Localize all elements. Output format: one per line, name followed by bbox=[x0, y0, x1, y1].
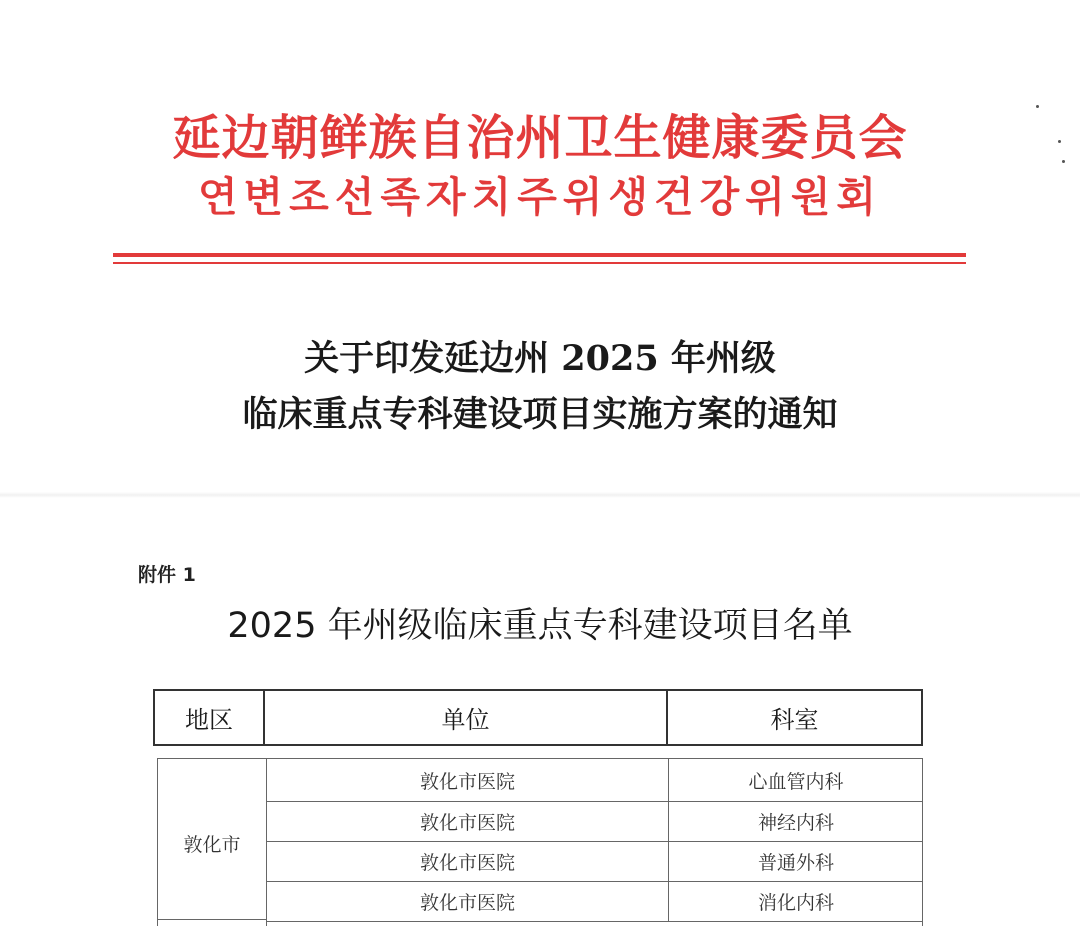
notice-title-line1: 关于印发延边州 2025 年州级 bbox=[304, 338, 776, 379]
dept-cell: 神经内科 bbox=[757, 812, 834, 834]
letterhead-rule-thin bbox=[113, 262, 966, 264]
table-header-row bbox=[153, 689, 923, 746]
dept-cell: 消化内科 bbox=[757, 892, 834, 914]
unit-cell: 敦化市医院 bbox=[267, 842, 669, 881]
unit-cell: 敦化市医院 bbox=[267, 759, 669, 801]
scan-speck bbox=[1062, 160, 1065, 163]
unit-cell: 敦化市医院 bbox=[267, 802, 669, 841]
header-dept: 科室 bbox=[770, 706, 819, 734]
notice-title-line2: 临床重点专科建设项目实施方案的通知 bbox=[242, 394, 838, 435]
dept-cell: 心血管内科 bbox=[748, 770, 844, 793]
org-name-chinese: 延边朝鲜族自治州卫生健康委员会 bbox=[172, 110, 908, 166]
letterhead-rule-thick bbox=[113, 253, 966, 257]
dept-cell: 普通外科 bbox=[757, 852, 834, 874]
table-row bbox=[267, 842, 923, 882]
table-row bbox=[267, 759, 923, 802]
unit-cell: 敦化市医院 bbox=[267, 882, 669, 921]
region-cell: 敦化市 bbox=[158, 759, 267, 926]
attachment-label: 附件 1 bbox=[138, 564, 196, 586]
table-rows bbox=[267, 759, 923, 922]
header-region: 地区 bbox=[155, 691, 265, 744]
list-title: 2025 年州级临床重点专科建设项目名单 bbox=[227, 606, 853, 646]
table-row bbox=[267, 802, 923, 842]
page-seam bbox=[0, 492, 1080, 498]
scan-speck bbox=[1058, 140, 1061, 143]
region-separator bbox=[158, 919, 266, 920]
header-unit: 单位 bbox=[265, 691, 668, 744]
org-name-korean: 연변조선족자치주위생건강위원회 bbox=[197, 173, 883, 221]
table-body bbox=[157, 758, 923, 926]
table-row bbox=[267, 882, 923, 922]
scan-speck bbox=[1036, 105, 1039, 108]
